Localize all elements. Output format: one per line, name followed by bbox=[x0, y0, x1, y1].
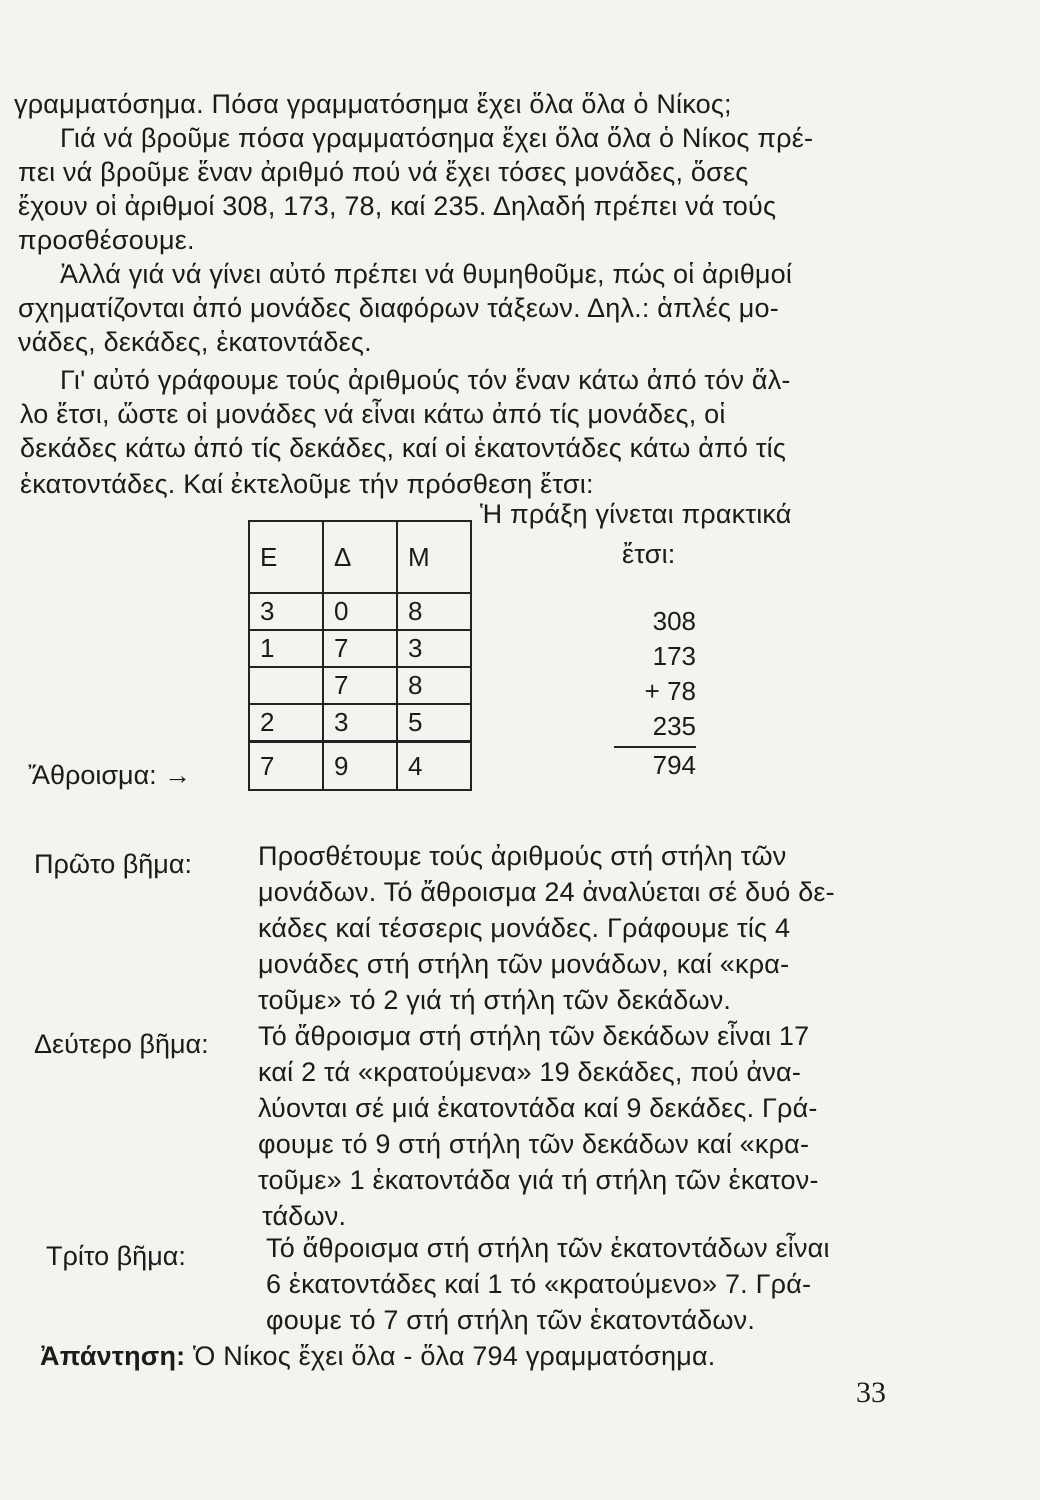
text-line: Γιά νά βροῦμε πόσα γραμματόσημα ἔχει ὅλα ὅλα ὁ Νίκος πρέ- bbox=[60, 123, 814, 153]
text-line: νάδες, δεκάδες, ἑκατοντάδες. bbox=[18, 327, 372, 357]
table-cell: 7 bbox=[323, 630, 397, 667]
table-cell: 2 bbox=[249, 704, 323, 742]
text-line: φουμε τό 7 στή στήλη τῶν ἑκατοντάδων. bbox=[266, 1305, 756, 1335]
text-line: Ἀλλά γιά νά γίνει αὐτό πρέπει νά θυμηθοῦμε, πώς οἱ ἀριθμοί bbox=[60, 259, 793, 289]
text-line: Τό ἄθροισμα στή στήλη τῶν δεκάδων εἶναι 17 bbox=[258, 1021, 810, 1051]
text-line: ἔχουν οἱ ἀριθμοί 308, 173, 78, καί 235. Δηλαδή πρέπει νά τούς bbox=[18, 191, 777, 221]
table-row bbox=[249, 630, 471, 667]
sum-cell: 7 bbox=[249, 742, 323, 791]
addend: 173 bbox=[652, 641, 696, 671]
header-units: Μ bbox=[397, 521, 471, 593]
table-row bbox=[249, 704, 471, 742]
text-line: λο ἔτσι, ὥστε οἱ μονάδες νά εἶναι κάτω ἀπό τίς μονάδες, οἱ bbox=[20, 399, 726, 429]
table-cell: 3 bbox=[397, 630, 471, 667]
text-line: 6 ἑκατοντάδες καί 1 τό «κρατούμενο» 7. Γρά- bbox=[266, 1269, 812, 1299]
header-tens: Δ bbox=[323, 521, 397, 593]
text-line: προσθέσουμε. bbox=[18, 225, 195, 255]
text-line: πει νά βροῦμε ἕναν ἀριθμό πού νά ἔχει τόσες μονάδες, ὅσες bbox=[18, 157, 749, 187]
text-line: φουμε τό 9 στή στήλη τῶν δεκάδων καί «κρα- bbox=[258, 1129, 810, 1159]
table-cell: 1 bbox=[249, 630, 323, 667]
table-header-row bbox=[249, 521, 471, 593]
step-2-label: Δεύτερο βῆμα: bbox=[34, 1029, 209, 1059]
text-line: τοῦμε» τό 2 γιά τή στήλη τῶν δεκάδων. bbox=[258, 985, 732, 1015]
table-cell: 5 bbox=[397, 704, 471, 742]
addend: 308 bbox=[652, 606, 696, 636]
table-row bbox=[249, 593, 471, 630]
text-line: μονάδων. Τό ἄθροισμα 24 ἀναλύεται σέ δυό δε- bbox=[258, 877, 835, 907]
table-cell: 0 bbox=[323, 593, 397, 630]
place-value-table bbox=[248, 520, 472, 791]
table-cell: 7 bbox=[323, 667, 397, 704]
page-number: 33 bbox=[856, 1376, 886, 1409]
addition-result: 794 bbox=[652, 750, 696, 780]
answer-line bbox=[40, 1340, 716, 1372]
text-line: τάδων. bbox=[262, 1201, 347, 1231]
table-sum-row bbox=[249, 742, 471, 791]
table-row bbox=[249, 667, 471, 704]
answer-text: Ὁ Νίκος ἔχει ὅλα - ὅλα 794 γραμματόσημα. bbox=[193, 1341, 716, 1371]
answer-label: Ἀπάντηση: bbox=[40, 1341, 186, 1371]
text-line: Προσθέτουμε τούς ἀριθμούς στή στήλη τῶν bbox=[258, 841, 787, 871]
sum-label: Ἄθροισμα: → bbox=[28, 760, 192, 790]
table-cell: 3 bbox=[249, 593, 323, 630]
text-line: κάδες καί τέσσερις μονάδες. Γράφουμε τίς 4 bbox=[258, 913, 791, 943]
text-line: γραμματόσημα. Πόσα γραμματόσημα ἔχει ὅλα ὅλα ὁ Νίκος; bbox=[14, 89, 732, 119]
text-line: Γι' αὐτό γράφουμε τούς ἀριθμούς τόν ἕναν κάτω ἀπό τόν ἄλ- bbox=[60, 365, 791, 395]
text-line: μονάδες στή στήλη τῶν μονάδων, καί «κρα- bbox=[258, 949, 790, 979]
table-cell: 3 bbox=[323, 704, 397, 742]
step-1-label: Πρῶτο βῆμα: bbox=[34, 849, 192, 879]
practical-note-line1: Ἡ πράξη γίνεται πρακτικά bbox=[480, 499, 792, 529]
table-cell bbox=[249, 667, 323, 704]
text-line: Τό ἄθροισμα στή στήλη τῶν ἑκατοντάδων εἶναι bbox=[266, 1233, 830, 1263]
table-cell: 8 bbox=[397, 667, 471, 704]
text-line: δεκάδες κάτω ἀπό τίς δεκάδες, καί οἱ ἑκατοντάδες κάτω ἀπό τίς bbox=[20, 433, 787, 463]
sum-cell: 4 bbox=[397, 742, 471, 791]
text-line: τοῦμε» 1 ἑκατοντάδα γιά τή στήλη τῶν ἑκατον- bbox=[258, 1165, 819, 1195]
text-line: ἑκατοντάδες. Καί ἐκτελοῦμε τήν πρόσθεση ἔτσι: bbox=[20, 469, 594, 499]
table-cell: 8 bbox=[397, 593, 471, 630]
practical-note-line2: ἔτσι: bbox=[622, 539, 676, 569]
addend: 235 bbox=[652, 711, 696, 741]
sum-cell: 9 bbox=[323, 742, 397, 791]
header-hundreds: Ε bbox=[249, 521, 323, 593]
addend: + 78 bbox=[644, 676, 696, 706]
text-line: λύονται σέ μιά ἑκατοντάδα καί 9 δεκάδες. Γρά- bbox=[258, 1093, 818, 1123]
text-line: καί 2 τά «κρατούμενα» 19 δεκάδες, πού ἀνα- bbox=[258, 1057, 802, 1087]
text-line: σχηματίζονται ἀπό μονάδες διαφόρων τάξεων. Δηλ.: ἁπλές μο- bbox=[18, 293, 779, 323]
column-addition bbox=[600, 604, 696, 783]
step-3-label: Τρίτο βῆμα: bbox=[46, 1241, 186, 1271]
